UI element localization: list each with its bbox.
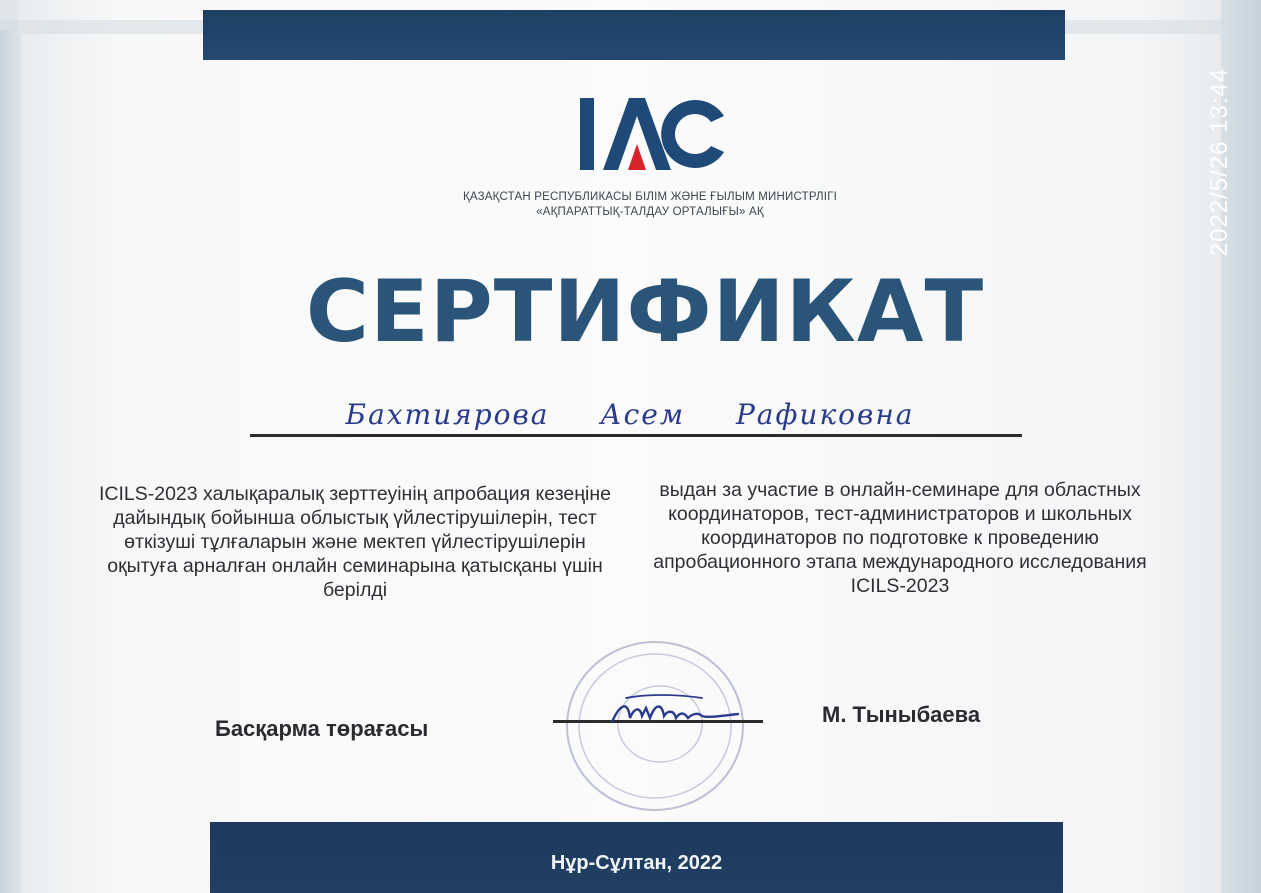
signatory-name: М. Тыныбаева <box>822 702 981 727</box>
footer-city-year: Нұр-Сұлтан, 2022 <box>550 852 723 874</box>
recipient-name: Бахтиярова Асем Рафиковна <box>345 398 915 431</box>
recipient-underline <box>250 434 1022 437</box>
organization-line-1: ҚАЗАҚСТАН РЕСПУБЛИКАСЫ БІЛІМ ЖӘНЕ ҒЫЛЫМ МИНИСТРЛІГІ <box>462 191 838 203</box>
header-band <box>203 10 1065 60</box>
iac-logo <box>578 96 728 172</box>
photo-timestamp <box>1190 12 1250 312</box>
frame-left-edge <box>0 30 22 893</box>
organization-line-2: «АҚПАРАТТЫҚ-ТАЛДАУ ОРТАЛЫҒЫ» АҚ <box>536 206 764 218</box>
description-kazakh: ICILS-2023 халықаралық зерттеуінің апробация кезеңіне дайындық бойынша облыстық үйлестірушілерін, тест өткізуші тұлғаларын және мектеп үйлестірушілерін оқытуға арналған онлайн семинарына қатысқаны үшін берілді <box>98 483 611 601</box>
photo-timestamp-text: 2022/5/26 13:44 <box>1206 67 1233 257</box>
description-russian: выдан за участие в онлайн-семинаре для областных координаторов, тест-администраторов и школьных координаторов по подготовке к проведению апробационного этапа международного исследования ICILS-2023 <box>653 479 1147 597</box>
signatory-role: Басқарма төрағасы <box>215 716 429 741</box>
certificate-title: СЕРТИФИКАТ <box>305 262 985 362</box>
organization-name <box>400 190 900 220</box>
handwritten-signature <box>606 690 746 734</box>
